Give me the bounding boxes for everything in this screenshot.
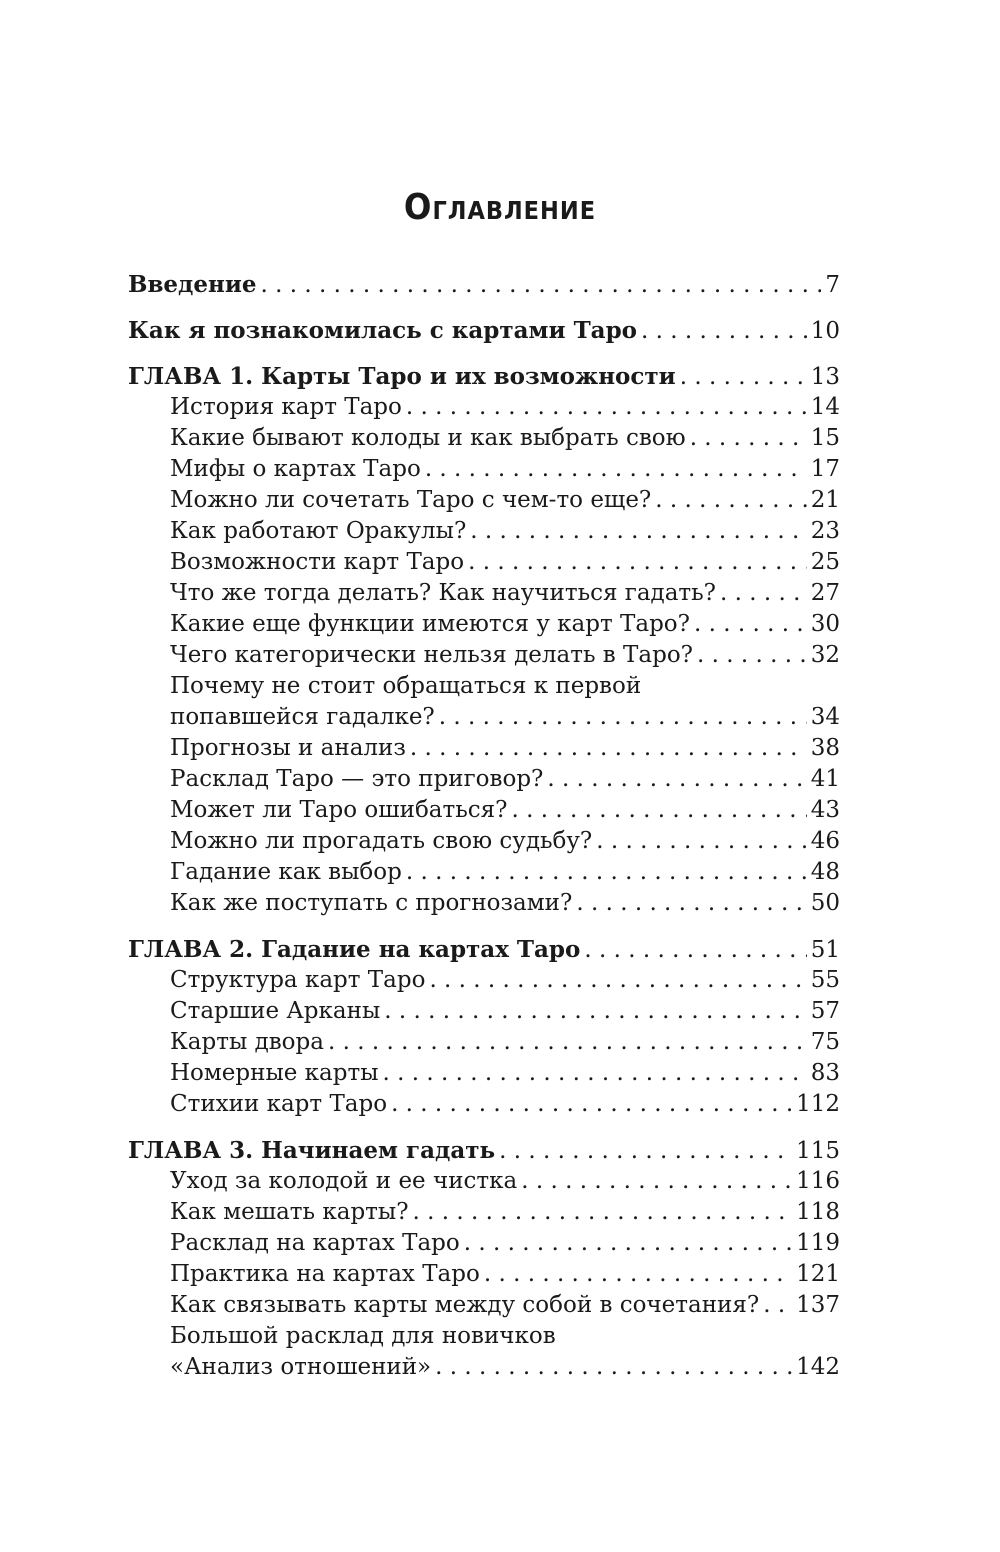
toc-entry[interactable] bbox=[128, 1166, 840, 1197]
toc-entry[interactable] bbox=[128, 702, 840, 733]
toc-entry[interactable] bbox=[128, 965, 840, 996]
toc-entry-page: 57 bbox=[810, 998, 840, 1024]
toc-entry[interactable] bbox=[128, 578, 840, 609]
leader-dots bbox=[406, 392, 807, 423]
leader-dots bbox=[328, 1027, 807, 1058]
toc-entry-label: Расклад Таро — это приговор? bbox=[170, 766, 544, 792]
toc-entry-label: Как мешать карты? bbox=[170, 1199, 409, 1225]
leader-dots bbox=[439, 702, 807, 733]
leader-dots bbox=[484, 1259, 792, 1290]
toc-entry-page: 46 bbox=[810, 828, 840, 854]
toc-entry-page: 50 bbox=[810, 890, 840, 916]
toc-entry-label: Как же поступать с прогнозами? bbox=[170, 890, 573, 916]
toc-entry-page: 27 bbox=[810, 580, 840, 606]
toc-entry-label: Какие еще функции имеются у карт Таро? bbox=[170, 611, 690, 637]
toc-entry-page: 83 bbox=[810, 1060, 840, 1086]
toc-entry-line1[interactable] bbox=[128, 671, 840, 702]
leader-dots bbox=[383, 1058, 807, 1089]
leader-dots bbox=[655, 485, 806, 516]
toc-entry-label: Возможности карт Таро bbox=[170, 549, 465, 575]
toc-entry-label: Гадание как выбор bbox=[170, 859, 402, 885]
leader-dots bbox=[464, 1228, 792, 1259]
toc-entry[interactable] bbox=[128, 1197, 840, 1228]
leader-dots bbox=[720, 578, 807, 609]
leader-dots bbox=[596, 826, 807, 857]
leader-dots bbox=[468, 547, 807, 578]
toc-entry-label: Расклад на картах Таро bbox=[170, 1230, 460, 1256]
leader-dots bbox=[584, 935, 806, 966]
toc-entry-page: 7 bbox=[825, 272, 840, 298]
leader-dots bbox=[391, 1089, 792, 1120]
toc-entry-page: 75 bbox=[810, 1029, 840, 1055]
toc-entry[interactable] bbox=[128, 795, 840, 826]
toc-entry[interactable] bbox=[128, 392, 840, 423]
toc-entry-label: Чего категорически нельзя делать в Таро? bbox=[170, 642, 693, 668]
toc-entry-how-i-met[interactable] bbox=[128, 315, 840, 346]
leader-dots bbox=[694, 609, 807, 640]
toc-entry[interactable] bbox=[128, 1290, 840, 1321]
toc-entry-page: 116 bbox=[796, 1168, 840, 1194]
toc-entry[interactable] bbox=[128, 485, 840, 516]
leader-dots bbox=[697, 640, 807, 671]
toc-entry-label: Как работают Оракулы? bbox=[170, 518, 467, 544]
toc-entry-label: ГЛАВА 2. Гадание на картах Таро bbox=[128, 936, 581, 963]
toc-entry-line1[interactable] bbox=[128, 1321, 840, 1352]
toc-entry-label: Номерные карты bbox=[170, 1060, 379, 1086]
toc-entry-page: 34 bbox=[810, 704, 840, 730]
toc-entry-page: 112 bbox=[796, 1091, 840, 1117]
toc-entry-label: Введение bbox=[128, 271, 257, 298]
toc-entry-page: 38 bbox=[810, 735, 840, 761]
toc-entry-page: 121 bbox=[796, 1261, 840, 1287]
toc-entry-page: 23 bbox=[810, 518, 840, 544]
toc-entry[interactable] bbox=[128, 826, 840, 857]
toc-entry-label: Почему не стоит обращаться к первой bbox=[170, 673, 642, 699]
toc-entry[interactable] bbox=[128, 547, 840, 578]
leader-dots bbox=[499, 1136, 792, 1167]
toc-entry-label: Как я познакомилась с картами Таро bbox=[128, 317, 638, 344]
toc-entry-page: 32 bbox=[810, 642, 840, 668]
leader-dots bbox=[413, 1197, 793, 1228]
leader-dots bbox=[576, 888, 806, 919]
leader-dots bbox=[511, 795, 806, 826]
toc-entry-label: попавшейся гадалке? bbox=[170, 704, 435, 730]
toc-entry-page: 15 bbox=[810, 425, 840, 451]
toc-entry-page: 25 bbox=[810, 549, 840, 575]
toc-entry-page: 14 bbox=[810, 394, 840, 420]
toc-entry-page: 55 bbox=[810, 967, 840, 993]
toc-entry-page: 119 bbox=[796, 1230, 840, 1256]
toc-entry-intro[interactable] bbox=[128, 269, 840, 300]
toc-entry-page: 142 bbox=[796, 1354, 840, 1380]
toc-entry[interactable] bbox=[128, 888, 840, 919]
toc-entry[interactable] bbox=[128, 1027, 840, 1058]
toc-entry[interactable] bbox=[128, 764, 840, 795]
toc-entry-label: Мифы о картах Таро bbox=[170, 456, 421, 482]
toc-entry[interactable] bbox=[128, 1352, 840, 1383]
toc-entry[interactable] bbox=[128, 1259, 840, 1290]
toc-entry[interactable] bbox=[128, 733, 840, 764]
toc-entry-page: 43 bbox=[810, 797, 840, 823]
leader-dots bbox=[680, 362, 807, 393]
toc-entry-page: 13 bbox=[810, 364, 840, 390]
toc-entry[interactable] bbox=[128, 423, 840, 454]
toc-entry-label: Карты двора bbox=[170, 1029, 324, 1055]
toc-entry[interactable] bbox=[128, 609, 840, 640]
toc-entry-label: Какие бывают колоды и как выбрать свою bbox=[170, 425, 686, 451]
leader-dots bbox=[470, 516, 806, 547]
toc-entry[interactable] bbox=[128, 516, 840, 547]
toc-entry-label: Можно ли прогадать свою судьбу? bbox=[170, 828, 593, 854]
leader-dots bbox=[384, 996, 806, 1027]
leader-dots bbox=[641, 316, 807, 347]
toc-entry-label: «Анализ отношений» bbox=[170, 1354, 432, 1380]
toc-entry-page: 10 bbox=[810, 318, 840, 344]
toc-entry-page: 115 bbox=[796, 1138, 840, 1164]
leader-dots bbox=[521, 1166, 792, 1197]
toc-entry-page: 118 bbox=[796, 1199, 840, 1225]
toc-entry-label: Стихии карт Таро bbox=[170, 1091, 388, 1117]
toc-entry[interactable] bbox=[128, 1058, 840, 1089]
toc-entry-label: Большой расклад для новичков bbox=[170, 1323, 556, 1349]
toc-entry-label: Уход за колодой и ее чистка bbox=[170, 1168, 518, 1194]
toc-entry-page: 21 bbox=[810, 487, 840, 513]
leader-dots bbox=[261, 270, 822, 301]
toc-entry-label: История карт Таро bbox=[170, 394, 402, 420]
toc-entry[interactable] bbox=[128, 454, 840, 485]
toc-entry[interactable] bbox=[128, 640, 840, 671]
toc-entry-label: Прогнозы и анализ bbox=[170, 735, 406, 761]
toc-entry-page: 30 bbox=[810, 611, 840, 637]
toc-entry[interactable] bbox=[128, 1089, 840, 1120]
leader-dots bbox=[425, 454, 807, 485]
page-title: Оглавление bbox=[403, 187, 597, 228]
leader-dots bbox=[406, 857, 807, 888]
toc-entry[interactable] bbox=[128, 1228, 840, 1259]
leader-dots bbox=[429, 965, 806, 996]
toc-entry-page: 137 bbox=[796, 1292, 840, 1318]
toc-entry-label: Может ли Таро ошибаться? bbox=[170, 797, 508, 823]
toc-entry-page: 41 bbox=[810, 766, 840, 792]
toc-entry-page: 48 bbox=[810, 859, 840, 885]
toc-entry-label: ГЛАВА 1. Карты Таро и их возможности bbox=[128, 363, 676, 390]
table-of-contents bbox=[128, 269, 840, 1383]
leader-dots bbox=[763, 1290, 792, 1321]
toc-entry-page: 51 bbox=[810, 937, 840, 963]
leader-dots bbox=[410, 733, 807, 764]
toc-entry-label: Как связывать карты между собой в сочетания? bbox=[170, 1292, 760, 1318]
toc-entry-label: Старшие Арканы bbox=[170, 998, 381, 1024]
toc-entry[interactable] bbox=[128, 996, 840, 1027]
toc-entry-label: Можно ли сочетать Таро с чем-то еще? bbox=[170, 487, 652, 513]
toc-entry-label: ГЛАВА 3. Начинаем гадать bbox=[128, 1137, 496, 1164]
toc-entry-chapter-1[interactable] bbox=[128, 361, 840, 392]
leader-dots bbox=[690, 423, 807, 454]
toc-entry-label: Практика на картах Таро bbox=[170, 1261, 480, 1287]
toc-entry-label: Что же тогда делать? Как научиться гадать? bbox=[170, 580, 717, 606]
toc-entry-page: 17 bbox=[810, 456, 840, 482]
toc-entry[interactable] bbox=[128, 857, 840, 888]
leader-dots bbox=[435, 1352, 792, 1383]
toc-entry-label: Структура карт Таро bbox=[170, 967, 426, 993]
toc-entry-chapter-2[interactable] bbox=[128, 934, 840, 965]
toc-entry-chapter-3[interactable] bbox=[128, 1135, 840, 1166]
leader-dots bbox=[547, 764, 806, 795]
